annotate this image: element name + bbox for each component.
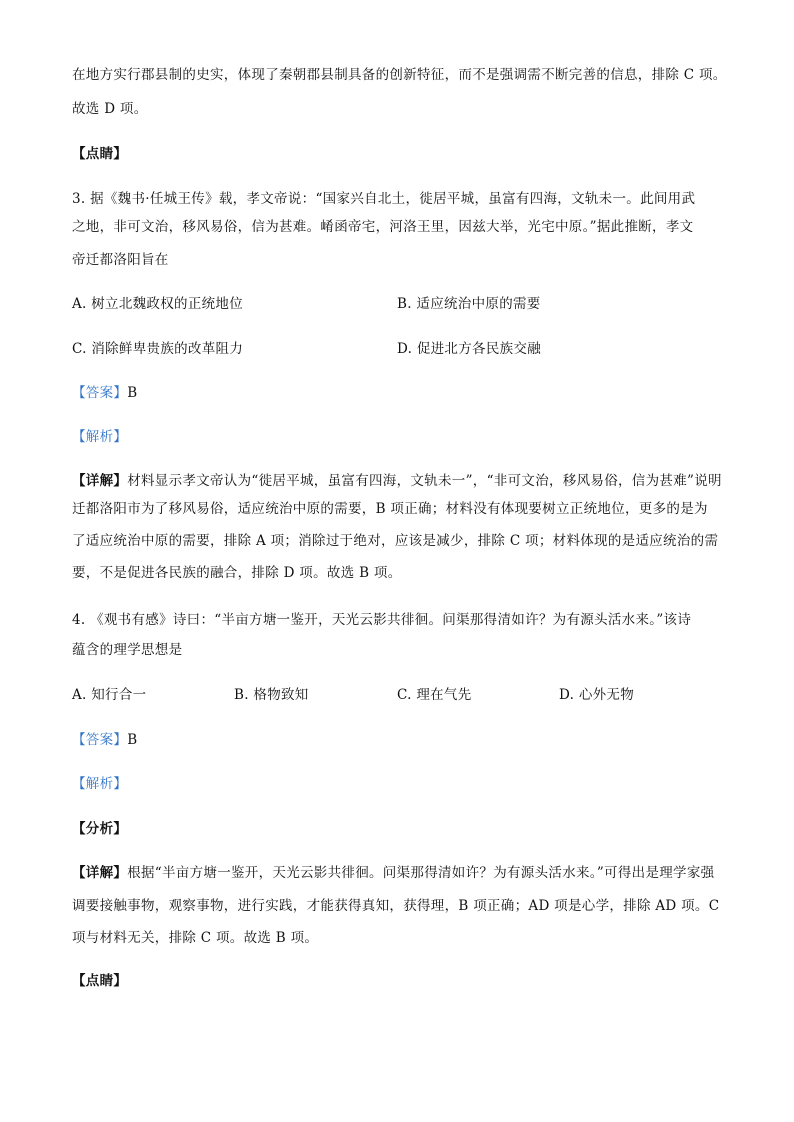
q3-analysis-label: 【解析】 <box>72 429 128 445</box>
q4-detail-label: 【详解】 <box>72 865 128 881</box>
q4-stem-line-1: 4. 《观书有感》诗曰：“半亩方塘一鉴开，天光云影共徘徊。问渠那得清如许？为有源头活水来。”该诗 <box>72 612 692 628</box>
q4-option-c: C. 理在气先 <box>397 687 472 703</box>
q3-detail-line-1 <box>72 470 732 492</box>
q4-option-b: B. 格物致知 <box>234 687 309 703</box>
q3-option-c: C. 消除鲜卑贵族的改革阻力 <box>72 341 244 357</box>
q4-stem-line-2: 蕴含的理学思想是 <box>72 642 183 658</box>
q3-answer-label: 【答案】 <box>72 385 128 401</box>
q3-detail-line-3: 了适应统治中原的需要，排除 A 项；消除过于绝对，应该是减少，排除 C 项；材料体现的是适应统治的需 <box>72 533 719 549</box>
q4-answer-row <box>72 729 732 751</box>
prev-dianjing-label: 【点睛】 <box>72 146 128 162</box>
q4-fenxi-label: 【分析】 <box>72 821 128 837</box>
q3-detail-label: 【详解】 <box>72 473 128 489</box>
q4-dianjing-label: 【点睛】 <box>72 973 128 989</box>
prev-explanation-line-1: 在地方实行郡县制的史实，体现了秦朝郡县制具备的创新特征，而不是强调需不断完善的信息，排除 C 项。 <box>72 67 727 83</box>
q4-option-a: A. 知行合一 <box>72 687 147 703</box>
q3-stem-line-2: 之地，非可文治，移风易俗，信为甚难。崤函帝宅，河洛王里，因兹大举，光宅中原。”据此推断，孝文 <box>72 219 694 235</box>
q4-answer-value: B <box>127 732 138 748</box>
q3-detail-text-1: 材料显示孝文帝认为“徙居平城，虽富有四海，文轨未一”，“非可文治，移风易俗，信为甚难”说明 <box>127 473 722 489</box>
q4-detail-line-3: 项与材料无关，排除 C 项。故选 B 项。 <box>72 930 319 946</box>
q3-stem-line-3: 帝迁都洛阳旨在 <box>72 252 169 268</box>
q4-detail-text-1: 根据“半亩方塘一鉴开，天光云影共徘徊。问渠那得清如许？为有源头活水来。”可得出是理学家强 <box>127 865 715 881</box>
q3-stem-line-1: 3. 据《魏书·任城王传》载，孝文帝说：“国家兴自北土，徙居平城，虽富有四海，文轨未一。此间用武 <box>72 191 696 207</box>
q3-option-d: D. 促进北方各民族交融 <box>397 341 542 357</box>
q3-answer-value: B <box>127 385 138 401</box>
q3-option-a: A. 树立北魏政权的正统地位 <box>72 296 244 312</box>
q3-option-b: B. 适应统治中原的需要 <box>397 296 541 312</box>
q3-detail-line-2: 迁都洛阳市为了移风易俗，适应统治中原的需要，B 项正确；材料没有体现要树立正统地位，更多的是为 <box>72 501 708 517</box>
q3-detail-line-4: 要，不是促进各民族的融合，排除 D 项。故选 B 项。 <box>72 565 402 581</box>
q4-analysis-label: 【解析】 <box>72 776 128 792</box>
q4-detail-line-2: 调要接触事物，观察事物，进行实践，才能获得真知，获得理，B 项正确；AD 项是心学，排除 AD 项。C <box>72 898 720 914</box>
q4-detail-line-1 <box>72 862 732 884</box>
q3-answer-row <box>72 382 732 404</box>
prev-explanation-line-2: 故选 D 项。 <box>72 101 148 117</box>
q4-option-d: D. 心外无物 <box>559 687 635 703</box>
q4-answer-label: 【答案】 <box>72 732 128 748</box>
